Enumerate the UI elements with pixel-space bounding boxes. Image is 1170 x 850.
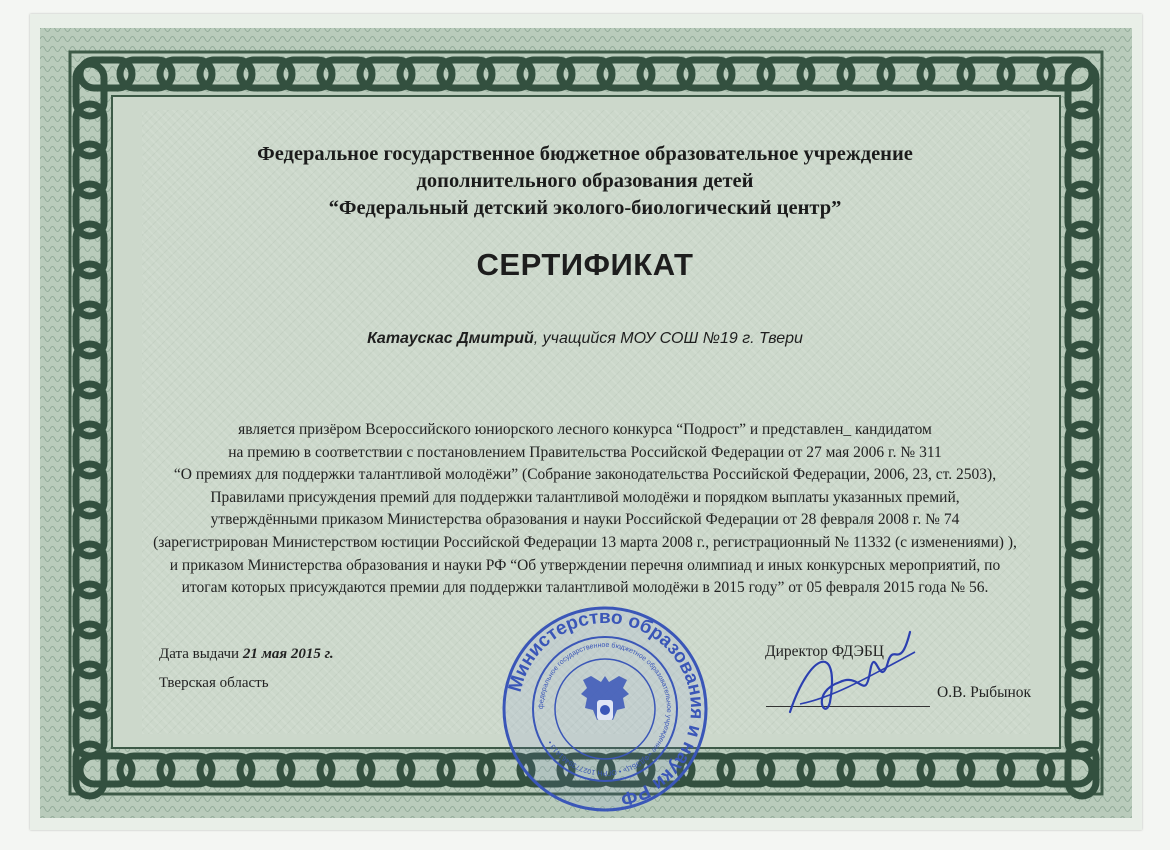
organization-line-2: дополнительного образования детей	[416, 170, 754, 192]
official-seal-stamp	[500, 604, 710, 814]
seal-inner-text: федеральное государственное бюджетное образовательное учреждение «ФДЭБЦ» • ОГРН 1027739461413 •	[537, 641, 673, 777]
certificate-body-text	[130, 419, 1040, 600]
issue-date-value: 21 мая 2015 г.	[242, 646, 334, 662]
body-line: (зарегистрирован Министерством юстиции Российской Федерации 13 марта 2008 г., регистрационный № 11332 (с изменениями) ),	[153, 533, 1017, 551]
issue-date-line	[159, 646, 334, 663]
recipient-description: , учащийся МОУ СОШ №19 г. Твери	[533, 330, 803, 347]
certificate-title: СЕРТИФИКАТ	[476, 247, 694, 282]
organization-line-3: “Федеральный детский эколого-биологический центр”	[328, 197, 842, 219]
body-line: и приказом Министерства образования и науки РФ “Об утверждении перечня олимпиад и иных конкурсных мероприятий, по	[169, 556, 1001, 574]
body-line: на премию в соответствии с постановлением Правительства Российской Федерации от 27 мая 2006 г. № 311	[228, 443, 942, 461]
issue-date-label: Дата выдачи	[159, 646, 240, 662]
issue-region: Тверская область	[159, 675, 269, 691]
recipient-name: Катаускас Дмитрий	[367, 330, 534, 347]
director-title: Директор ФДЭБЦ	[765, 643, 884, 660]
body-line: “О премиях для поддержки талантливой молодёжи” (Собрание законодательства Российской Федерации, 2006, 23, ст. 2503),	[173, 466, 997, 484]
director-signature	[770, 612, 930, 732]
body-line: итогам которых присуждаются премии для поддержки талантливой молодёжи в 2015 году” от 05 февраля 2015 года № 56.	[181, 579, 989, 597]
body-line: является призёром Всероссийского юниорского лесного конкурса “Подрост” и представлен_ кандидатом	[238, 421, 932, 438]
organization-line-1: Федеральное государственное бюджетное образовательное учреждение	[257, 143, 913, 165]
director-name: О.В. Рыбынок	[937, 684, 1032, 701]
seal-outer-text: Министерство образования и науки РФ	[504, 606, 708, 810]
body-line: утверждёнными приказом Министерства образования и науки Российской Федерации от 28 февраля 2008 г. № 74	[210, 511, 960, 529]
recipient-line	[140, 330, 1030, 348]
organization-header	[140, 141, 1030, 222]
body-line: Правилами присуждения премий для поддержки талантливой молодёжи и порядком выплаты указанных премий,	[210, 488, 960, 506]
